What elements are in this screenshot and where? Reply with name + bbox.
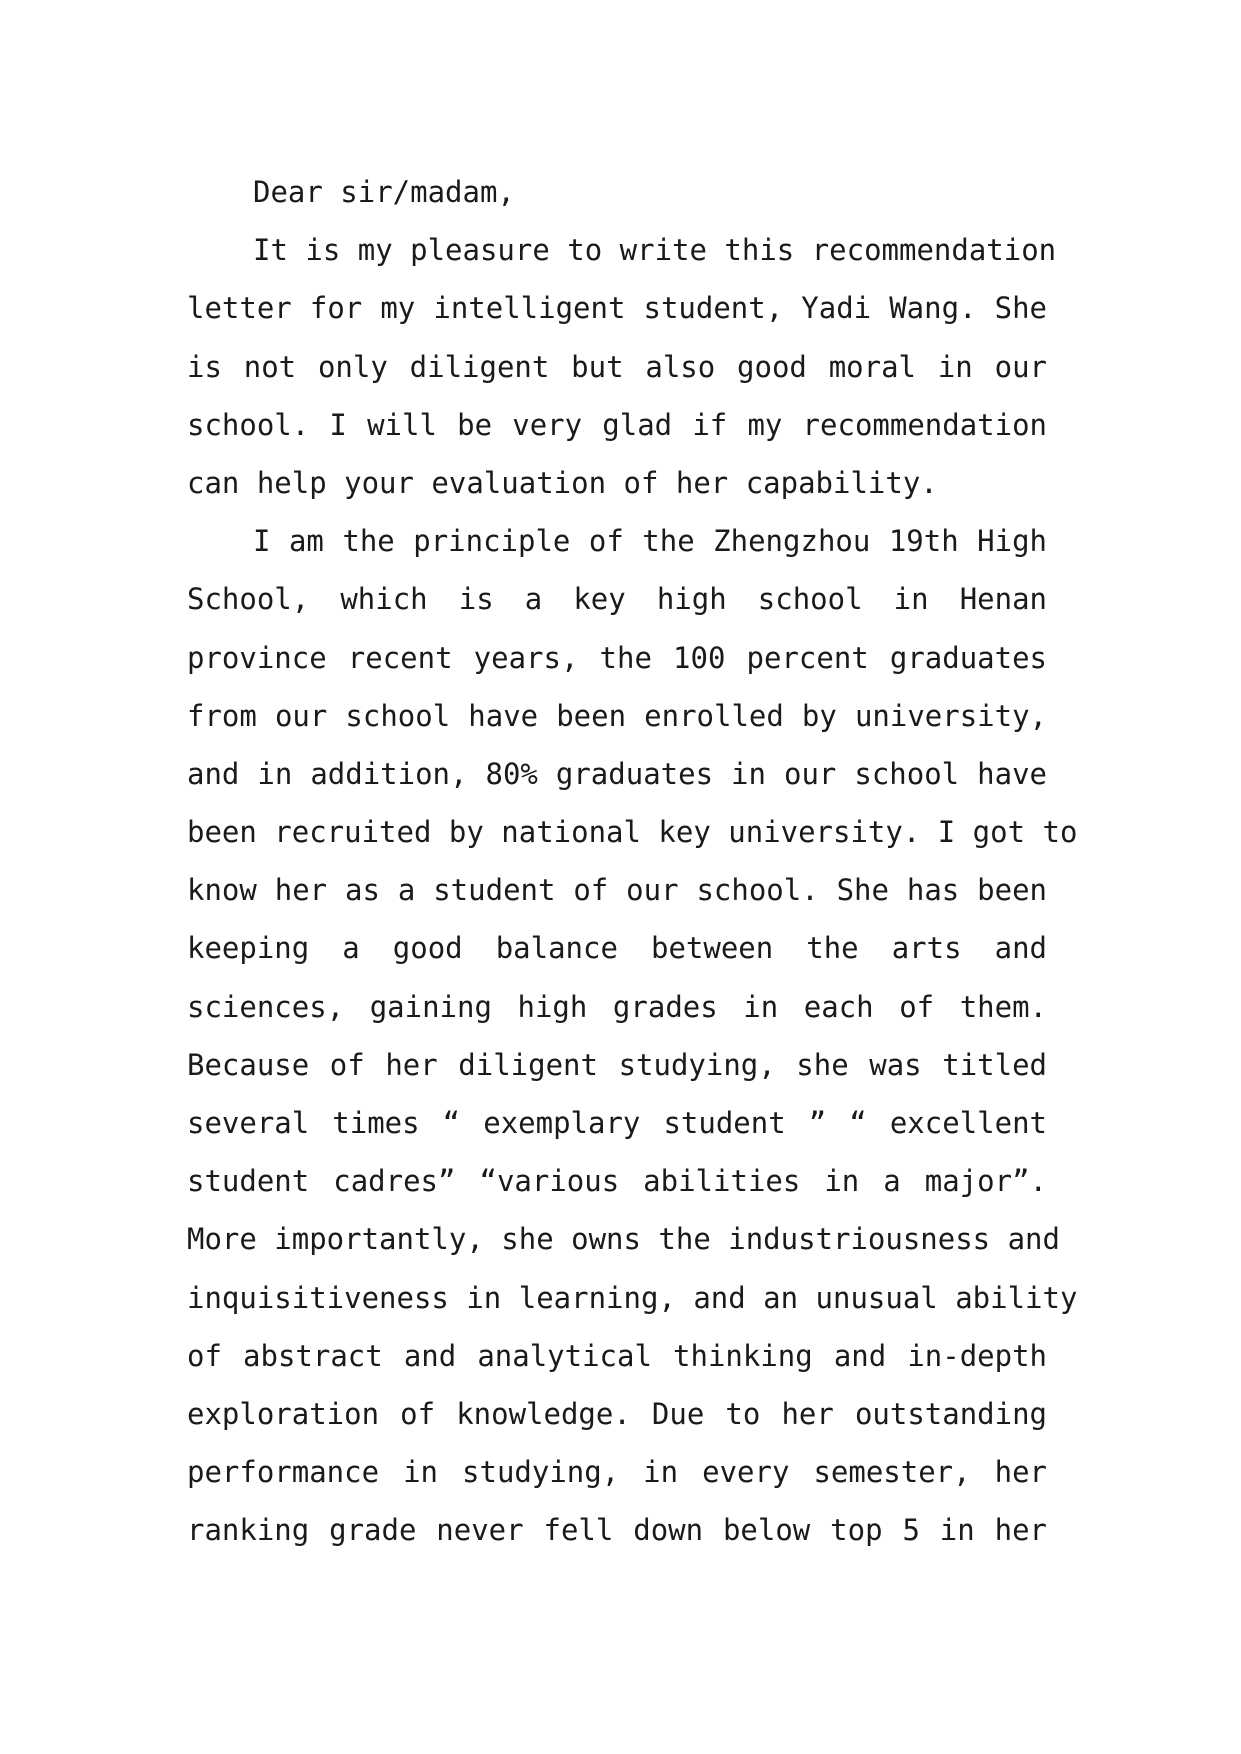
paragraph-line: letter for my intelligent student, Yadi Wang. She: [187, 291, 1047, 326]
paragraph-line: is not only diligent but also good moral in our: [187, 349, 1047, 384]
paragraph-line: school. I will be very glad if my recommendation: [187, 407, 1047, 442]
paragraph-line: Because of her diligent studying, she was titled: [187, 1047, 1047, 1082]
paragraph-2: [187, 512, 1078, 1559]
paragraph-line: performance in studying, in every semester, her: [187, 1455, 1047, 1490]
paragraph-1: [187, 221, 1057, 512]
paragraph-line: been recruited by national key university. I got to: [187, 815, 1078, 850]
paragraph-line: student cadres” “various abilities in a major”.: [187, 1164, 1047, 1199]
letter-body: [187, 163, 1078, 1560]
paragraph-line: School, which is a key high school in Henan: [187, 582, 1047, 617]
paragraph-line: province recent years, the 100 percent graduates: [187, 640, 1047, 675]
paragraph-line: It is my pleasure to write this recommendation: [253, 233, 1057, 268]
paragraph-line: inquisitiveness in learning, and an unusual ability: [187, 1280, 1078, 1315]
paragraph-line: and in addition, 80% graduates in our school have: [187, 756, 1047, 791]
paragraph-line: keeping a good balance between the arts and: [187, 931, 1047, 966]
paragraph-line: of abstract and analytical thinking and in-depth: [187, 1338, 1047, 1373]
salutation: Dear sir/madam,: [253, 175, 515, 209]
paragraph-line: exploration of knowledge. Due to her outstanding: [187, 1396, 1047, 1431]
paragraph-line: know her as a student of our school. She has been: [187, 873, 1047, 908]
paragraph-line: can help your evaluation of her capability.: [187, 465, 938, 500]
paragraph-line: several times “ exemplary student ” “ excellent: [187, 1106, 1047, 1140]
paragraph-line: More importantly, she owns the industriousness and: [187, 1222, 1060, 1257]
paragraph-line: I am the principle of the Zhengzhou 19th High: [253, 524, 1047, 559]
paragraph-line: ranking grade never fell down below top 5 in her: [187, 1513, 1047, 1548]
paragraph-line: sciences, gaining high grades in each of them.: [187, 989, 1047, 1024]
paragraph-line: from our school have been enrolled by university,: [187, 698, 1047, 733]
